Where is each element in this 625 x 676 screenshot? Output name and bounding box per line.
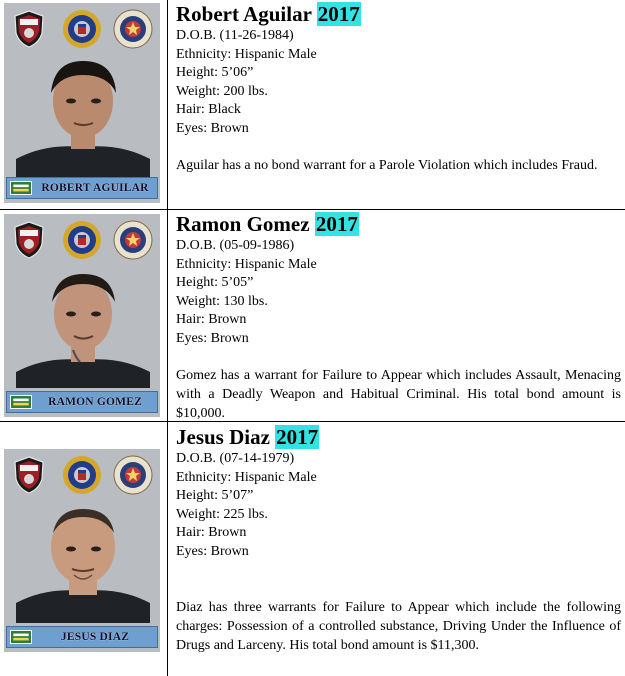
weight: Weight: 130 lbs.: [176, 293, 268, 309]
warrant-description: Diaz has three warrants for Failure to Appear which include the following charges: Possession of a controlled substance, Driving Under the Influence of Drugs and Larceny. His total bond amount is $11,300.: [176, 600, 621, 653]
name-banner: [6, 391, 158, 413]
eyes: Eyes: Brown: [176, 120, 249, 136]
pueblo-police-badge-icon: [9, 455, 49, 495]
fbi-seal-icon: [62, 220, 102, 260]
fbi-seal-icon: [62, 9, 102, 49]
height: Height: 5’06”: [176, 65, 254, 80]
suspect-name: Ramon Gomez: [176, 212, 310, 236]
dob: D.O.B. (11-26-1984): [176, 28, 294, 43]
mugshot-photo: [16, 262, 150, 388]
warrant-description: Gomez has a warrant for Failure to Appear which includes Assault, Menacing with a Deadly Weapon and Habitual Criminal. His total bond amount is $10,000.: [176, 368, 621, 421]
banner-name: JESUS DIAZ: [60, 631, 130, 643]
safe-streets-logo-icon: [10, 181, 32, 195]
mugshot-photo: [16, 51, 150, 177]
suspect-entry: [0, 0, 625, 209]
mugshot-card: [4, 3, 160, 203]
hair: Hair: Brown: [176, 525, 247, 540]
ethnicity: Ethnicity: Hispanic Male: [176, 46, 317, 62]
eyes: Eyes: Brown: [176, 330, 249, 346]
suspect-name-heading: [176, 2, 621, 27]
suspect-details: [176, 212, 621, 423]
suspect-name-heading: [176, 212, 621, 237]
weight: Weight: 225 lbs.: [176, 506, 268, 522]
mugshot-card: [4, 449, 160, 652]
suspect-name-heading: [176, 425, 621, 450]
hair: Hair: Black: [176, 102, 241, 117]
year-highlight: 2017: [315, 212, 358, 236]
warrant-description: Aguilar has a no bond warrant for a Parole Violation which includes Fraud.: [176, 158, 598, 173]
fbi-seal-icon: [62, 455, 102, 495]
height: Height: 5’07”: [176, 488, 254, 503]
sheriff-seal-icon: [113, 9, 153, 49]
height: Height: 5’05”: [176, 275, 254, 290]
name-banner: [6, 626, 158, 648]
banner-name: RAMON GOMEZ: [48, 396, 142, 408]
suspect-entry: [0, 210, 625, 421]
suspect-name: Robert Aguilar: [176, 2, 312, 26]
suspect-name: Jesus Diaz: [176, 425, 270, 449]
name-banner: [6, 177, 158, 199]
safe-streets-logo-icon: [10, 395, 32, 409]
suspect-details: [176, 425, 621, 655]
dob: D.O.B. (07-14-1979): [176, 451, 295, 466]
banner-name: ROBERT AGUILAR: [41, 182, 149, 194]
suspect-entry: [0, 422, 625, 676]
suspect-details: [176, 2, 621, 175]
pueblo-police-badge-icon: [9, 9, 49, 49]
dob: D.O.B. (05-09-1986): [176, 238, 295, 253]
mugshot-photo: [16, 497, 150, 623]
pueblo-police-badge-icon: [9, 220, 49, 260]
ethnicity: Ethnicity: Hispanic Male: [176, 256, 317, 272]
eyes: Eyes: Brown: [176, 543, 249, 559]
weight: Weight: 200 lbs.: [176, 83, 268, 99]
year-highlight: 2017: [276, 425, 319, 449]
hair: Hair: Brown: [176, 312, 247, 327]
safe-streets-logo-icon: [10, 630, 32, 644]
sheriff-seal-icon: [113, 455, 153, 495]
year-highlight: 2017: [317, 2, 360, 26]
mugshot-card: [4, 214, 160, 417]
sheriff-seal-icon: [113, 220, 153, 260]
ethnicity: Ethnicity: Hispanic Male: [176, 469, 317, 485]
